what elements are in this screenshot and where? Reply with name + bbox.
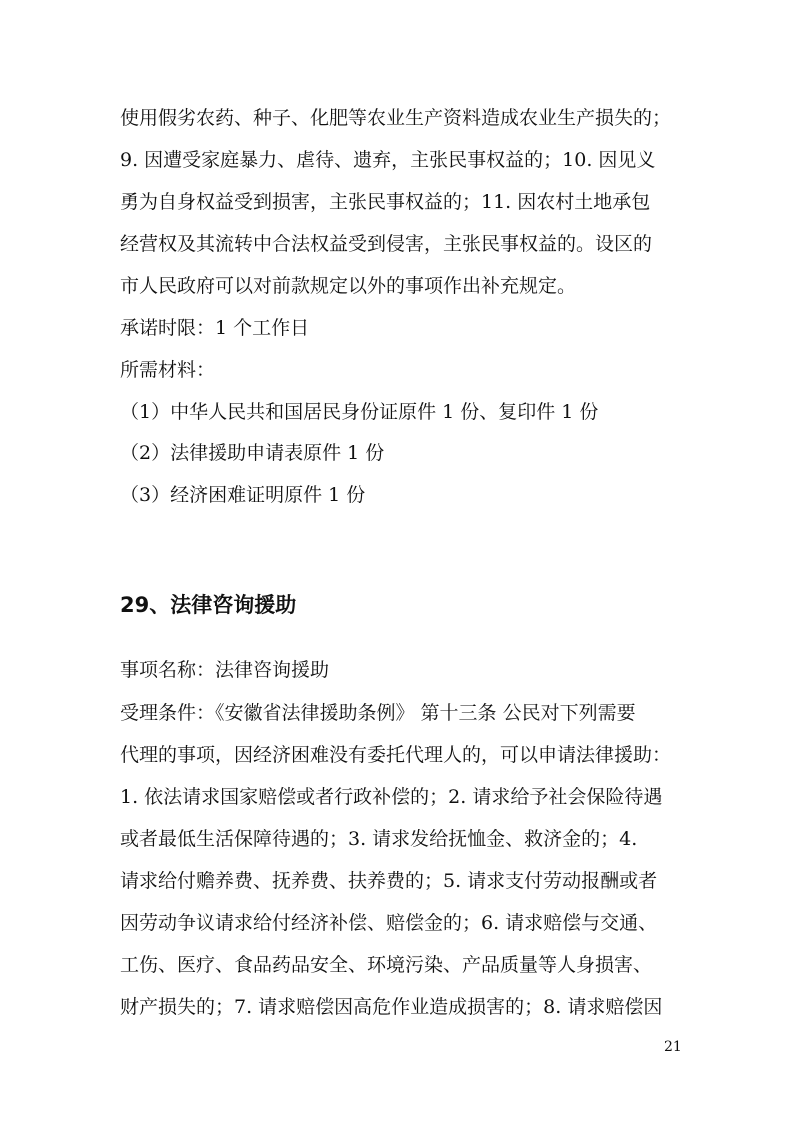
text-line: 或者最低生活保障待遇的；3. 请求发给抚恤金、救济金的；4. — [120, 828, 638, 850]
text-line: 经营权及其流转中合法权益受到侵害，主张民事权益的。设区的 — [120, 233, 653, 255]
text-line: 使用假劣农药、种子、化肥等农业生产资料造成农业生产损失的； — [120, 107, 672, 129]
section-heading: 29、法律咨询援助 — [120, 593, 297, 617]
text-line: 因劳动争议请求给付经济补偿、赔偿金的；6. 请求赔偿与交通、 — [120, 912, 658, 934]
commitment-time: 承诺时限：1 个工作日 — [120, 317, 310, 339]
material-item: （3）经济困难证明原件 1 份 — [120, 484, 366, 506]
materials-label: 所需材料： — [120, 359, 216, 381]
material-item: （1）中华人民共和国居民身份证原件 1 份、复印件 1 份 — [120, 401, 599, 423]
page-number: 21 — [664, 1039, 682, 1055]
text-line: 工伤、医疗、食品药品安全、环境污染、产品质量等人身损害、 — [120, 954, 653, 976]
text-line: 市人民政府可以对前款规定以外的事项作出补充规定。 — [120, 275, 577, 297]
text-line: 9. 因遭受家庭暴力、虐待、遗弃，主张民事权益的；10. 因见义 — [120, 149, 656, 171]
item-name: 事项名称：法律咨询援助 — [120, 659, 330, 681]
text-line: 请求给付赡养费、抚养费、扶养费的；5. 请求支付劳动报酬或者 — [120, 870, 658, 892]
text-line: 勇为自身权益受到损害，主张民事权益的；11. 因农村土地承包 — [120, 191, 651, 213]
text-line: 代理的事项，因经济困难没有委托代理人的，可以申请法律援助： — [120, 744, 672, 766]
text-line: 财产损失的；7. 请求赔偿因高危作业造成损害的；8. 请求赔偿因 — [120, 996, 663, 1018]
text-line: 1. 依法请求国家赔偿或者行政补偿的；2. 请求给予社会保险待遇 — [120, 786, 663, 808]
text-line: 受理条件：《安徽省法律援助条例》 第十三条 公民对下列需要 — [120, 702, 636, 724]
material-item: （2）法律援助申请表原件 1 份 — [120, 442, 385, 464]
